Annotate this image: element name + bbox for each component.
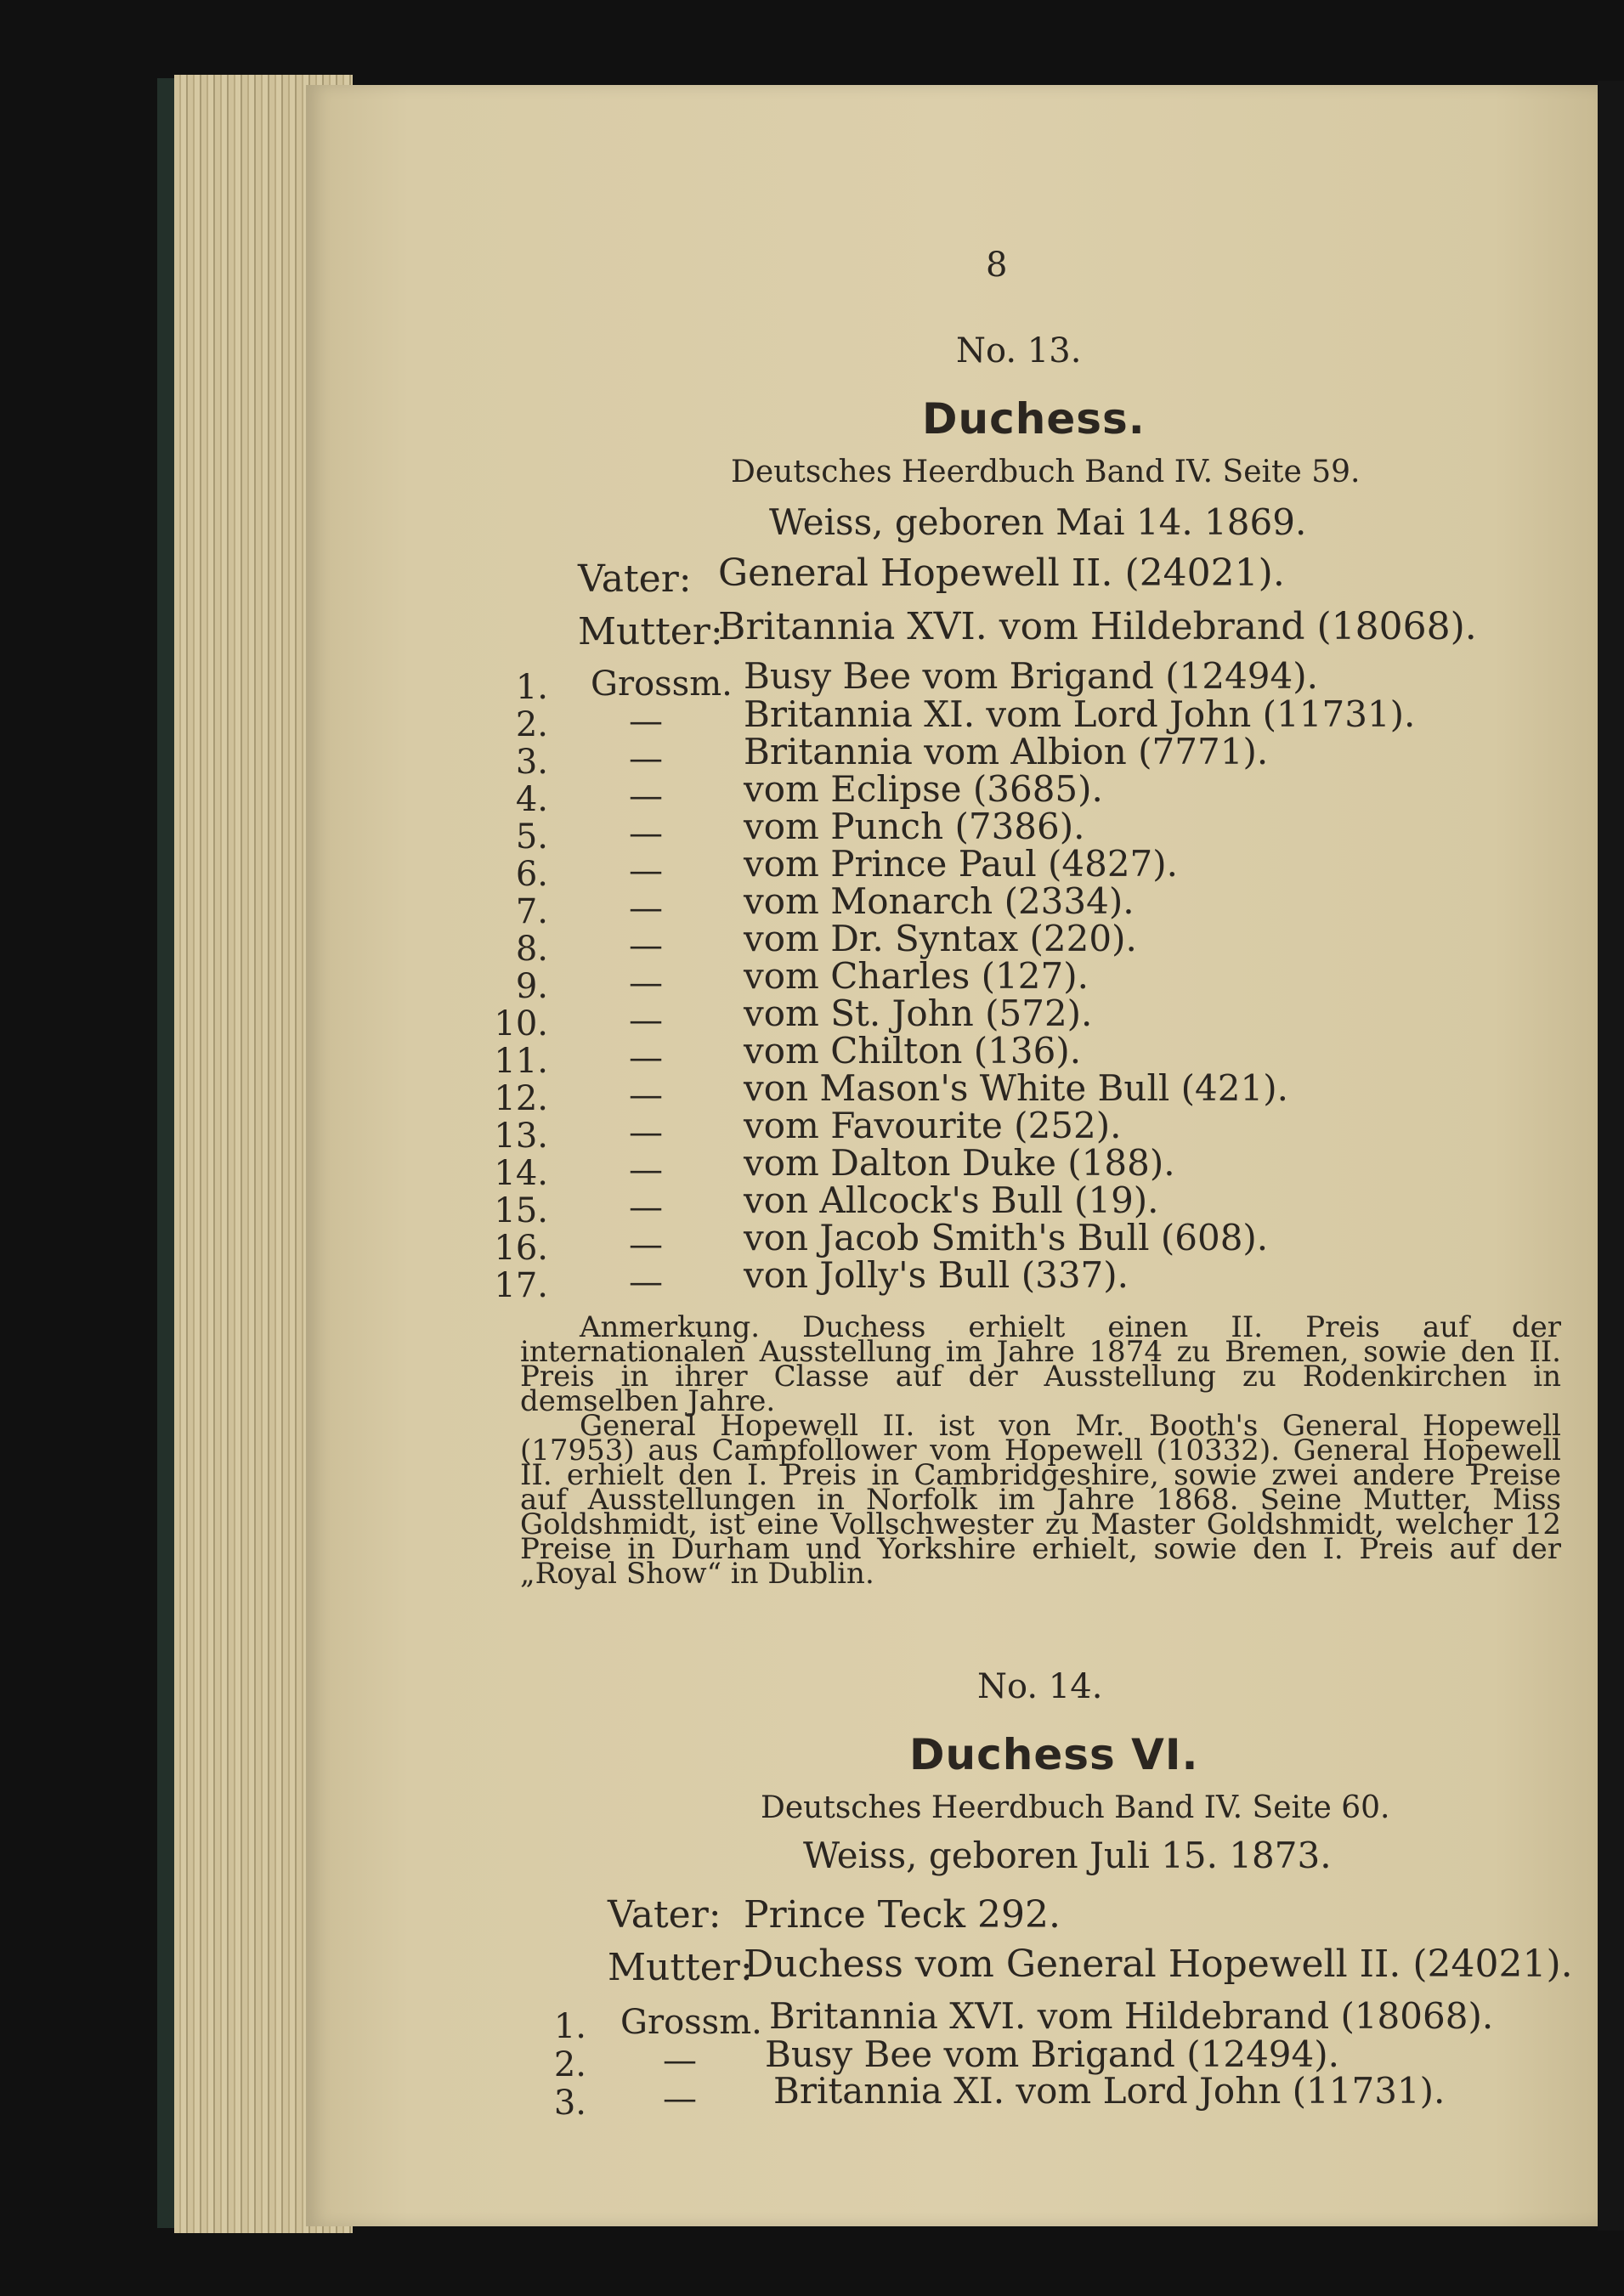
mother-label: Mutter: xyxy=(608,1946,753,1989)
row-value: Busy Bee vom Brigand (12494). xyxy=(744,655,1318,697)
row-number: 6. xyxy=(515,855,548,894)
row-value: Britannia XI. vom Lord John (11731). xyxy=(773,2070,1446,2112)
row-relation: — xyxy=(629,777,663,816)
row-value: vom Prince Paul (4827). xyxy=(744,843,1178,885)
row-relation: Grossm. xyxy=(620,2003,762,2042)
row-value: von Jolly's Bull (337). xyxy=(744,1254,1129,1296)
annotation-paragraph: Anmerkung. Duchess erhielt einen II. Preis auf der internationalen Ausstellung im Jahre 1874 zu Bremen, sowie den II. Preis in ihrer Classe auf der Ausstellung zu Rodenkirchen in demselben Jahre. xyxy=(520,1310,1561,1418)
row-relation: — xyxy=(629,889,663,928)
row-number: 2. xyxy=(553,2045,586,2084)
row-relation: — xyxy=(629,702,663,741)
father-value: General Hopewell II. (24021). xyxy=(718,551,1285,595)
entry-name: Duchess. xyxy=(922,394,1146,444)
row-relation: — xyxy=(629,1225,663,1264)
row-relation: — xyxy=(629,1188,663,1227)
row-relation: — xyxy=(663,2041,697,2080)
row-relation: — xyxy=(663,2079,697,2118)
herdbook-reference: Deutsches Heerdbuch Band IV. Seite 59. xyxy=(731,455,1361,489)
mother-value: Britannia XVI. vom Hildebrand (18068). xyxy=(718,605,1477,648)
row-value: Britannia vom Albion (7771). xyxy=(744,731,1269,772)
row-number: 2. xyxy=(515,705,548,744)
entry-name: Duchess VI. xyxy=(909,1730,1199,1779)
row-value: Britannia XVI. vom Hildebrand (18068). xyxy=(769,1995,1494,2037)
annotation xyxy=(520,1310,1561,1591)
entry-number: No. 14. xyxy=(977,1667,1103,1706)
page-number: 8 xyxy=(986,246,1008,285)
herdbook-reference: Deutsches Heerdbuch Band IV. Seite 60. xyxy=(761,1790,1390,1825)
row-number: 3. xyxy=(553,2084,586,2123)
father-label: Vater: xyxy=(578,557,692,601)
row-relation: — xyxy=(629,851,663,891)
row-value: Britannia XI. vom Lord John (11731). xyxy=(744,693,1416,735)
row-value: vom Charles (127). xyxy=(744,955,1089,997)
row-relation: — xyxy=(629,1113,663,1152)
row-relation: — xyxy=(629,1001,663,1040)
scan-border xyxy=(1598,81,1624,2231)
row-number: 3. xyxy=(515,743,548,782)
row-number: 9. xyxy=(515,967,548,1006)
row-value: von Allcock's Bull (19). xyxy=(744,1179,1159,1221)
row-value: vom Dalton Duke (188). xyxy=(744,1142,1175,1184)
mother-label: Mutter: xyxy=(578,610,723,653)
row-number: 13. xyxy=(494,1117,548,1156)
row-number: 4. xyxy=(515,780,548,819)
father-value: Prince Teck 292. xyxy=(744,1893,1061,1937)
row-value: vom Dr. Syntax (220). xyxy=(744,918,1137,959)
row-value: vom Favourite (252). xyxy=(744,1105,1122,1146)
row-number: 8. xyxy=(515,930,548,969)
row-relation: — xyxy=(629,814,663,853)
birth-info: Weiss, geboren Mai 14. 1869. xyxy=(769,501,1307,543)
row-number: 1. xyxy=(515,668,548,707)
row-number: 15. xyxy=(494,1191,548,1230)
row-number: 5. xyxy=(515,817,548,857)
row-relation: — xyxy=(629,1263,663,1302)
entry-number: No. 13. xyxy=(956,331,1082,370)
row-value: vom Punch (7386). xyxy=(744,806,1085,847)
row-value: von Mason's White Bull (421). xyxy=(744,1067,1288,1109)
row-relation: — xyxy=(629,926,663,965)
row-number: 17. xyxy=(494,1266,548,1305)
row-relation: — xyxy=(629,1151,663,1190)
row-number: 10. xyxy=(494,1004,548,1043)
row-relation: — xyxy=(629,1038,663,1077)
mother-value: Duchess vom General Hopewell II. (24021). xyxy=(744,1943,1573,1986)
row-relation: — xyxy=(629,1076,663,1115)
father-label: Vater: xyxy=(608,1893,721,1937)
row-relation: — xyxy=(629,739,663,778)
row-number: 12. xyxy=(494,1079,548,1118)
row-value: vom Eclipse (3685). xyxy=(744,768,1103,810)
row-number: 14. xyxy=(494,1154,548,1193)
row-relation: Grossm. xyxy=(591,664,733,704)
row-number: 7. xyxy=(515,892,548,931)
row-number: 1. xyxy=(553,2007,586,2046)
row-value: Busy Bee vom Brigand (12494). xyxy=(765,2033,1339,2075)
row-value: vom Monarch (2334). xyxy=(744,880,1135,922)
row-number: 11. xyxy=(494,1042,548,1081)
row-number: 16. xyxy=(494,1229,548,1268)
row-value: vom Chilton (136). xyxy=(744,1030,1082,1072)
birth-info: Weiss, geboren Juli 15. 1873. xyxy=(803,1835,1332,1876)
annotation-paragraph: General Hopewell II. ist von Mr. Booth's General Hopewell (17953) aus Campfollower vom Hopewell (10332). General Hopewell II. erhielt den I. Preis in Cambridgeshire, sowie zwei andere Preise auf Ausstellungen in Norfolk im Jahre 1868. Seine Mutter, Miss Goldshmidt, ist eine Vollschwester zu Master Goldshmidt, welcher 12 Preise in Durham und Yorkshire erhielt, sowie den I. Preis auf der „Royal Show“ in Dublin. xyxy=(520,1409,1561,1591)
row-value: von Jacob Smith's Bull (608). xyxy=(744,1217,1269,1258)
row-relation: — xyxy=(629,964,663,1003)
row-value: vom St. John (572). xyxy=(744,992,1093,1034)
